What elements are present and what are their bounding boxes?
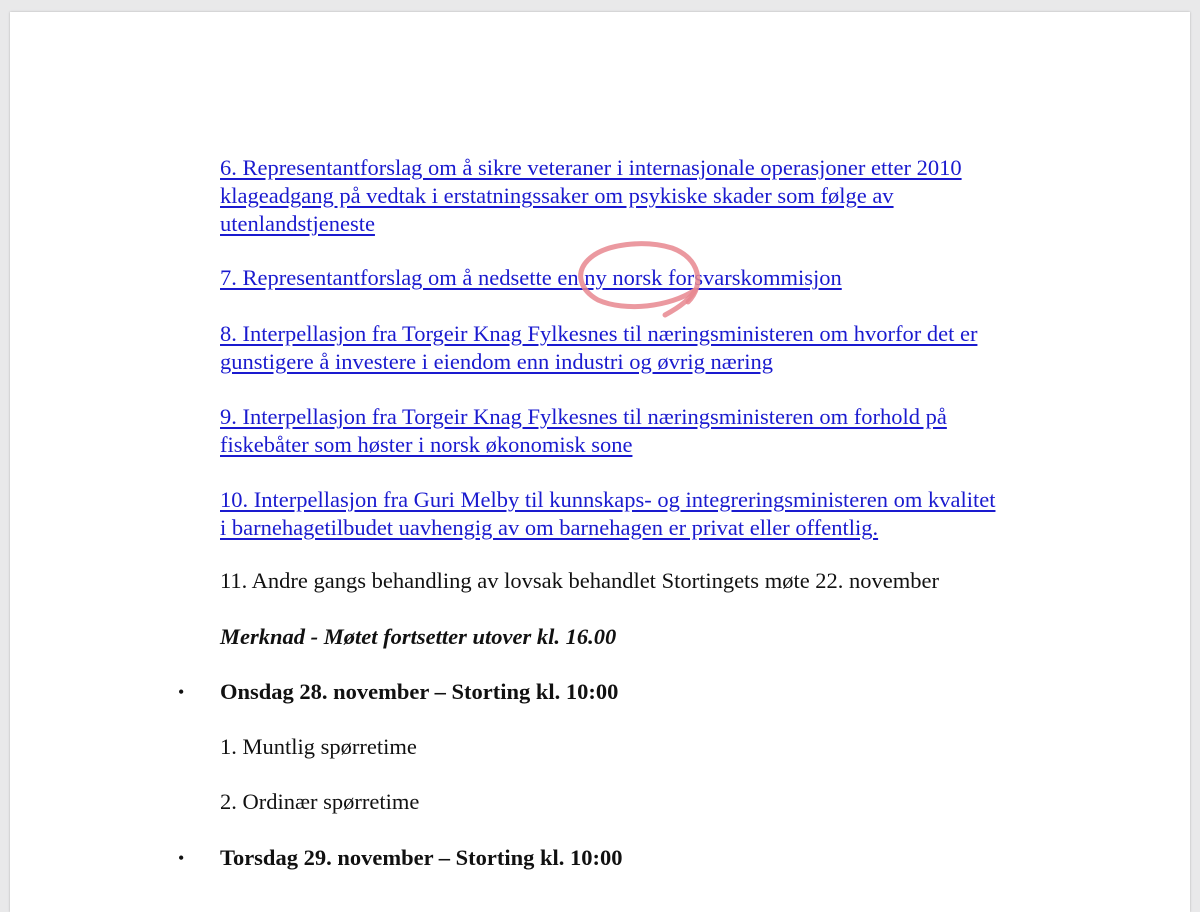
- link-line: fiskebåter som høster i norsk økonomisk sone: [220, 432, 633, 457]
- link-line: utenlandstjeneste: [220, 211, 375, 236]
- wednesday-item-1: 1. Muntlig spørretime: [220, 734, 417, 759]
- agenda-item-8[interactable]: [220, 320, 977, 376]
- agenda-link-9[interactable]: [220, 403, 947, 459]
- bullet: •: [178, 682, 185, 702]
- link-line: 8. Interpellasjon fra Torgeir Knag Fylkesnes til næringsministeren om hvorfor det er: [220, 321, 978, 346]
- link-line: klageadgang på vedtak i erstatningssaker om psykiske skader som følge av: [220, 183, 894, 208]
- thursday-heading: Torsdag 29. november – Storting kl. 10:00: [220, 845, 623, 870]
- agenda-item-11: 11. Andre gangs behandling av lovsak behandlet Stortingets møte 22. november: [220, 568, 940, 593]
- agenda-item-6[interactable]: [220, 154, 962, 238]
- agenda-item-9[interactable]: [220, 403, 947, 459]
- wednesday-heading: Onsdag 28. november – Storting kl. 10:00: [220, 679, 619, 704]
- link-line: 7. Representantforslag om å nedsette en ny norsk forsvarskommisjon: [220, 265, 842, 290]
- link-line: 9. Interpellasjon fra Torgeir Knag Fylkesnes til næringsministeren om forhold på: [220, 404, 947, 429]
- agenda-link-6[interactable]: [220, 154, 962, 238]
- agenda-link-7[interactable]: [220, 264, 842, 292]
- link-line: gunstigere å investere i eiendom enn industri og øvrig næring: [220, 349, 774, 374]
- link-line: 6. Representantforslag om å sikre veteraner i internasjonale operasjoner etter 2010: [220, 155, 962, 180]
- agenda-link-8[interactable]: [220, 320, 977, 376]
- bullet: •: [178, 848, 185, 868]
- wednesday-item-2: 2. Ordinær spørretime: [220, 789, 420, 814]
- link-line: i barnehagetilbudet uavhengig av om barnehagen er privat eller offentlig.: [220, 515, 879, 540]
- agenda-item-10[interactable]: [220, 486, 995, 542]
- agenda-item-7[interactable]: [220, 264, 842, 292]
- agenda-link-10[interactable]: [220, 486, 995, 542]
- document-page: [10, 12, 1190, 912]
- meeting-note: Merknad - Møtet fortsetter utover kl. 16.00: [220, 624, 617, 649]
- link-line: 10. Interpellasjon fra Guri Melby til kunnskaps- og integreringsministeren om kvalitet: [220, 487, 996, 512]
